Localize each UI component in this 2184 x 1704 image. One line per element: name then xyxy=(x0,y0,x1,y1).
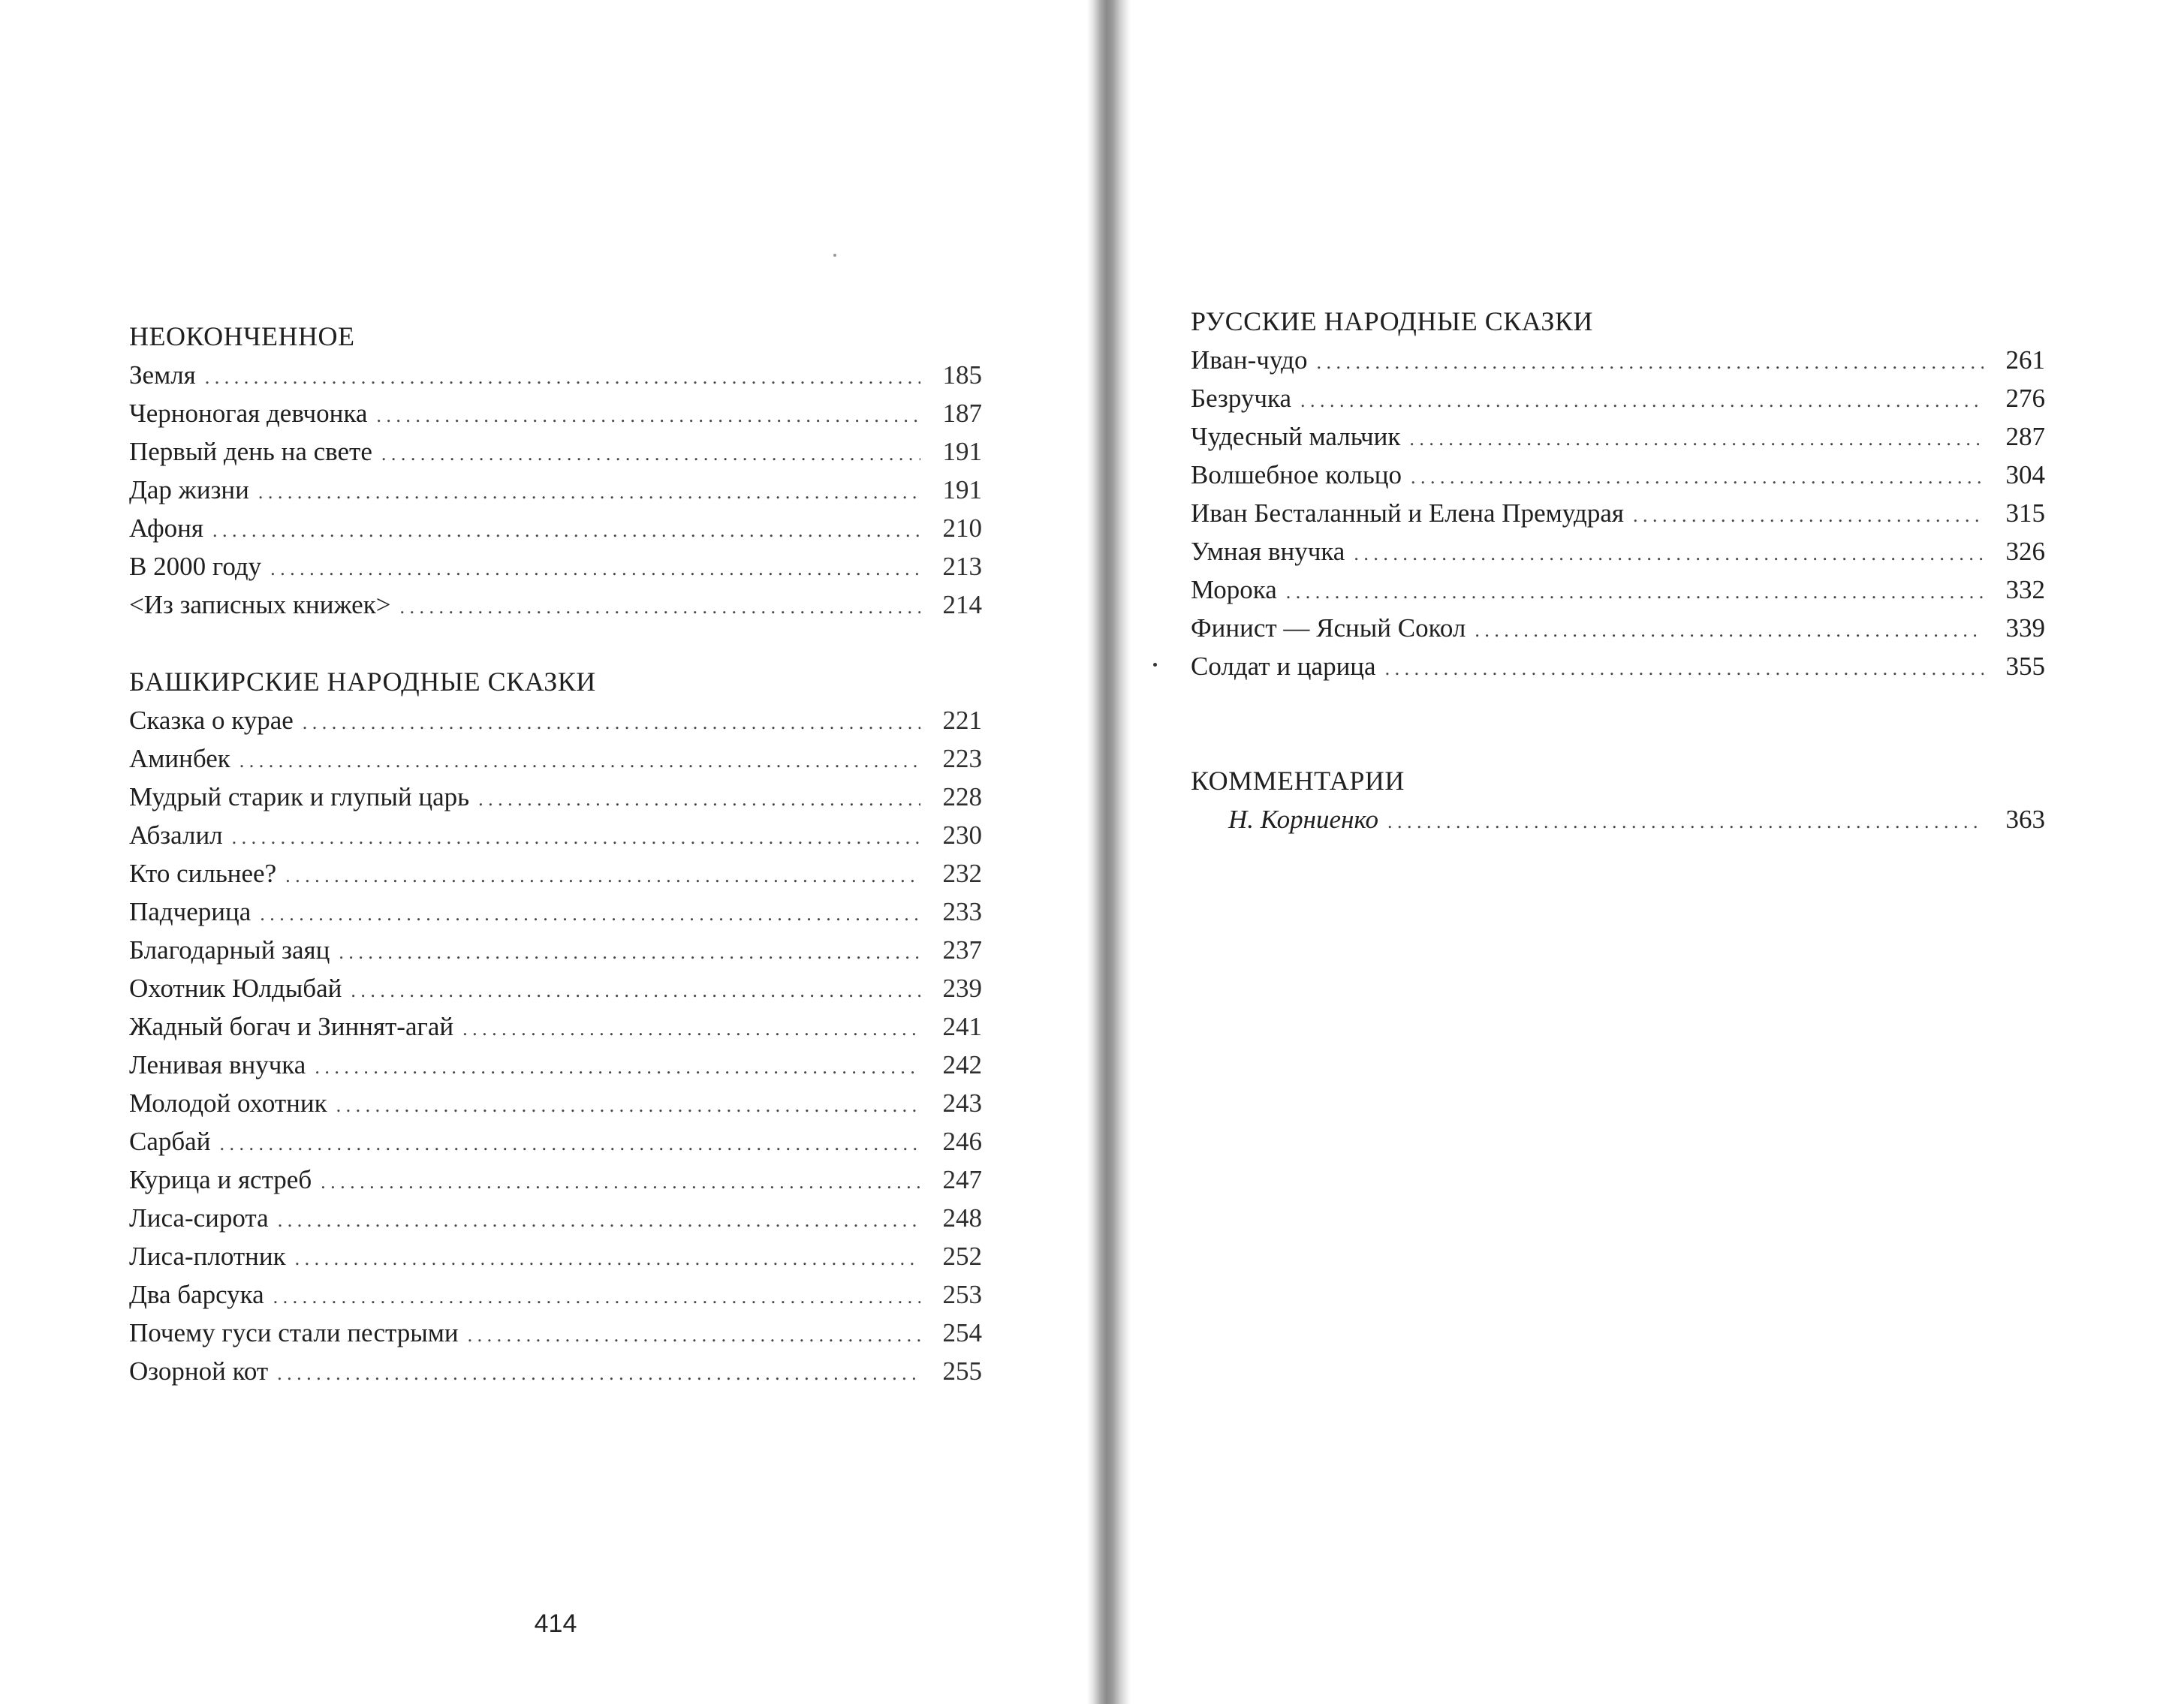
entry-page: 339 xyxy=(2005,613,2045,643)
entry-title: Абзалил xyxy=(129,820,223,850)
dot-leader xyxy=(232,818,920,857)
toc-entry xyxy=(1191,532,2045,571)
entry-page: 276 xyxy=(2005,384,2045,413)
entry-title: Почему гуси стали пестрыми xyxy=(129,1318,459,1347)
toc-entry xyxy=(129,1275,982,1314)
entry-page: 242 xyxy=(942,1050,982,1079)
toc-entry xyxy=(129,432,982,471)
entry-title: Н. Корниенко xyxy=(1228,805,1378,834)
toc-entry xyxy=(129,854,982,893)
toc-entry xyxy=(129,739,982,778)
entry-title: Молодой охотник xyxy=(129,1088,327,1118)
entry-page: 228 xyxy=(942,782,982,811)
entry-title: Морока xyxy=(1191,575,1277,604)
entry-page: 326 xyxy=(2005,537,2045,566)
toc-entry xyxy=(129,1237,982,1275)
entry-page: 304 xyxy=(2005,460,2045,489)
entry-page: 214 xyxy=(942,590,982,619)
entry-title: Кто сильнее? xyxy=(129,859,277,888)
entry-page: 239 xyxy=(942,974,982,1003)
dot-leader xyxy=(376,396,920,435)
toc-entry xyxy=(129,586,982,624)
dot-leader xyxy=(219,1124,920,1163)
toc-entry xyxy=(129,893,982,931)
entry-page: 187 xyxy=(942,399,982,428)
toc-entry xyxy=(1191,647,2045,685)
toc-entry xyxy=(129,1046,982,1084)
entry-title: Афоня xyxy=(129,513,203,543)
entry-title: Мудрый старик и глупый царь xyxy=(129,782,470,811)
entry-title: Сарбай xyxy=(129,1127,211,1156)
entry-page: 185 xyxy=(942,360,982,390)
entry-title: Чудесный мальчик xyxy=(1191,422,1401,451)
entry-title: Иван Бесталанный и Елена Премудрая xyxy=(1191,498,1624,528)
dot-leader xyxy=(1316,343,1984,381)
entry-title: Лиса-плотник xyxy=(129,1242,286,1271)
dot-leader xyxy=(205,358,920,396)
toc-entry xyxy=(129,701,982,739)
entry-page: 254 xyxy=(942,1318,982,1347)
dot-leader xyxy=(1633,496,1984,534)
section-heading: БАШКИРСКИЕ НАРОДНЫЕ СКАЗКИ xyxy=(129,667,596,697)
dot-leader xyxy=(468,1316,920,1354)
entry-page: 315 xyxy=(2005,498,2045,528)
section-heading: КОММЕНТАРИИ xyxy=(1191,766,1405,796)
entry-title: Аминбек xyxy=(129,744,230,773)
dot-leader xyxy=(277,1354,920,1392)
right-page xyxy=(1131,0,2184,1704)
entry-page: 223 xyxy=(942,744,982,773)
dot-leader xyxy=(478,780,920,818)
toc-section-russian-tales xyxy=(1191,303,2045,685)
dot-leader xyxy=(1354,534,1984,573)
entry-page: 363 xyxy=(2005,805,2045,834)
toc-entry xyxy=(1191,494,2045,532)
entry-page: 233 xyxy=(942,897,982,926)
scan-speck xyxy=(1153,663,1157,667)
entry-title: Земля xyxy=(129,360,196,390)
toc-entry xyxy=(129,1161,982,1199)
page-number: 414 xyxy=(534,1609,577,1638)
entry-page: 246 xyxy=(942,1127,982,1156)
entry-title: Финист — Ясный Сокол xyxy=(1191,613,1466,643)
dot-leader xyxy=(1409,420,1984,458)
scan-speck xyxy=(833,254,836,257)
entry-title: Жадный богач и Зиннят-агай xyxy=(129,1012,454,1041)
dot-leader xyxy=(321,1163,920,1201)
entry-title: Черноногая девчонка xyxy=(129,399,368,428)
entry-page: 191 xyxy=(942,437,982,466)
entry-title: Благодарный заяц xyxy=(129,935,330,965)
entry-page: 230 xyxy=(942,820,982,850)
dot-leader xyxy=(381,435,920,473)
toc-entry xyxy=(1191,571,2045,609)
dot-leader xyxy=(1385,649,1984,688)
entry-title: Курица и ястреб xyxy=(129,1165,312,1194)
dot-leader xyxy=(336,1086,920,1124)
toc-entry xyxy=(1191,341,2045,379)
toc-entry xyxy=(129,1199,982,1237)
dot-leader xyxy=(212,511,920,549)
toc-entry xyxy=(1191,379,2045,417)
entry-title: Волшебное кольцо xyxy=(1191,460,1402,489)
entry-title: В 2000 году xyxy=(129,552,262,581)
toc-entry xyxy=(129,471,982,509)
dot-leader xyxy=(260,895,920,933)
entry-title: Ленивая внучка xyxy=(129,1050,306,1079)
entry-title: Умная внучка xyxy=(1191,537,1345,566)
toc-entry xyxy=(1191,609,2045,647)
entry-page: 221 xyxy=(942,706,982,735)
dot-leader xyxy=(239,742,920,780)
entry-page: 287 xyxy=(2005,422,2045,451)
toc-entry xyxy=(129,1122,982,1161)
entry-title: Лиса-сирота xyxy=(129,1203,269,1233)
section-heading: НЕОКОНЧЕННОЕ xyxy=(129,321,355,351)
book-gutter xyxy=(1087,0,1131,1704)
toc-section-commentary xyxy=(1191,762,2045,838)
entry-page: 237 xyxy=(942,935,982,965)
entry-title: Падчерица xyxy=(129,897,252,926)
left-page xyxy=(0,0,1087,1704)
dot-leader xyxy=(1411,458,1984,496)
toc-entry xyxy=(129,356,982,394)
dot-leader xyxy=(399,588,920,626)
dot-leader xyxy=(1286,573,1984,611)
dot-leader xyxy=(315,1048,920,1086)
entry-page: 355 xyxy=(2005,652,2045,681)
entry-title: Сказка о курае xyxy=(129,706,294,735)
toc-entry xyxy=(129,1314,982,1352)
toc-entry xyxy=(129,1352,982,1390)
entry-title: Озорной кот xyxy=(129,1356,269,1386)
dot-leader xyxy=(462,1010,920,1048)
entry-page: 247 xyxy=(942,1165,982,1194)
section-heading: РУССКИЕ НАРОДНЫЕ СКАЗКИ xyxy=(1191,306,1593,336)
entry-page: 232 xyxy=(942,859,982,888)
toc-entry xyxy=(129,1084,982,1122)
entry-page: 261 xyxy=(2005,345,2045,375)
toc-entry xyxy=(129,931,982,969)
toc-section-bashkir-tales xyxy=(129,663,982,1390)
entry-page: 253 xyxy=(942,1280,982,1309)
dot-leader xyxy=(1387,802,1984,841)
toc-entry xyxy=(129,778,982,816)
dot-leader xyxy=(295,1239,920,1278)
toc-entry xyxy=(129,394,982,432)
entry-page: 213 xyxy=(942,552,982,581)
entry-title: Охотник Юлдыбай xyxy=(129,974,342,1003)
dot-leader xyxy=(1300,381,1984,420)
dot-leader xyxy=(285,857,920,895)
toc-section-neokonchennoe xyxy=(129,318,982,624)
entry-page: 248 xyxy=(942,1203,982,1233)
toc-entry xyxy=(129,816,982,854)
toc-entry xyxy=(1191,800,2045,838)
entry-page: 210 xyxy=(942,513,982,543)
entry-page: 241 xyxy=(942,1012,982,1041)
dot-leader xyxy=(278,1201,920,1239)
entry-title: Дар жизни xyxy=(129,475,249,504)
entry-title: Первый день на свете xyxy=(129,437,372,466)
entry-page: 332 xyxy=(2005,575,2045,604)
toc-entry xyxy=(1191,417,2045,456)
dot-leader xyxy=(1475,611,1984,649)
dot-leader xyxy=(270,549,920,588)
dot-leader xyxy=(339,933,920,971)
entry-title: Безручка xyxy=(1191,384,1292,413)
toc-entry xyxy=(129,509,982,547)
toc-entry xyxy=(129,969,982,1007)
entry-page: 243 xyxy=(942,1088,982,1118)
toc-entry xyxy=(129,1007,982,1046)
dot-leader xyxy=(258,473,920,511)
entry-title: Иван-чудо xyxy=(1191,345,1308,375)
entry-page: 255 xyxy=(942,1356,982,1386)
dot-leader xyxy=(273,1278,920,1316)
dot-leader xyxy=(351,971,920,1010)
entry-page: 252 xyxy=(942,1242,982,1271)
entry-title: Два барсука xyxy=(129,1280,264,1309)
entry-title: <Из записных книжек> xyxy=(129,590,391,619)
toc-entry xyxy=(1191,456,2045,494)
entry-page: 191 xyxy=(942,475,982,504)
entry-title: Солдат и царица xyxy=(1191,652,1376,681)
toc-entry xyxy=(129,547,982,586)
dot-leader xyxy=(303,703,920,742)
